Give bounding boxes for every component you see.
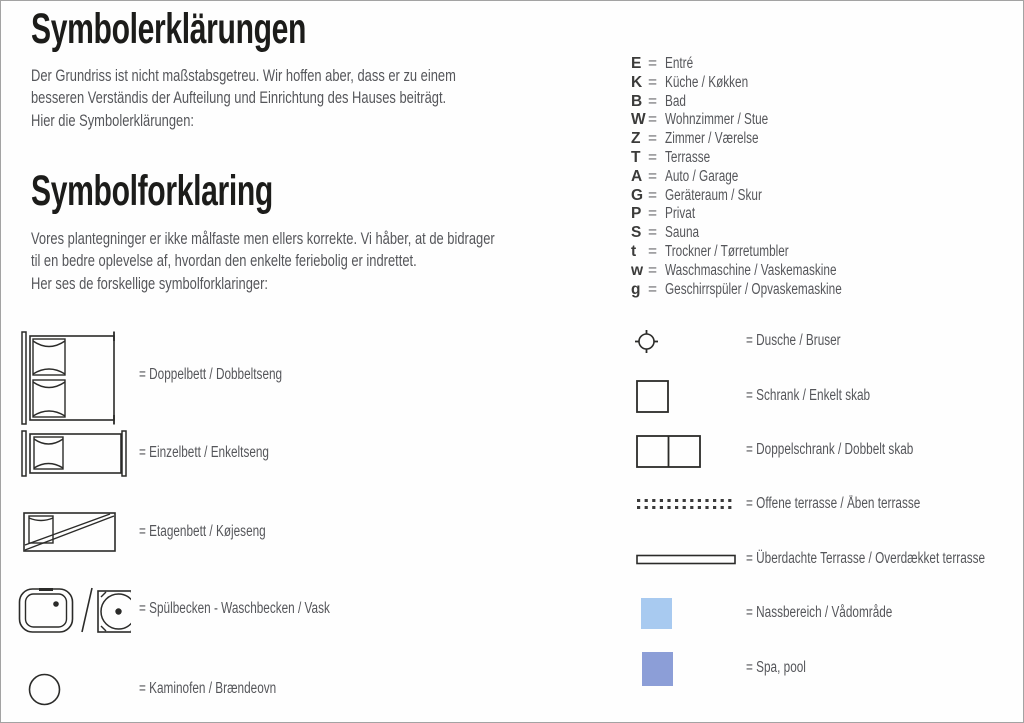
double-bed-label: = Doppelbett / Dobbeltseng <box>139 366 283 383</box>
danish-paragraph <box>31 228 641 295</box>
equals-sign: = <box>648 111 658 129</box>
covered-terrace-label: = Überdachte Terrasse / Overdækket terrasse <box>746 550 986 567</box>
abbreviation-value: Waschmaschine / Vaskemaskine <box>665 261 837 279</box>
abbreviation-row <box>631 187 898 206</box>
equals-sign: = <box>648 186 658 204</box>
equals-sign: = <box>648 280 658 298</box>
abbreviation-row <box>631 262 898 281</box>
open-terrace-label: = Offene terrasse / Åben terrasse <box>746 495 921 512</box>
german-paragraph-line: Der Grundriss ist nicht maßstabsgetreu. Wir hoffen aber, dass er zu einem <box>31 66 456 85</box>
abbreviation-value: Geschirrspüler / Opvaskemaskine <box>665 280 842 298</box>
abbreviation-value: Auto / Garage <box>665 167 739 185</box>
equals-sign: = <box>648 130 658 148</box>
shower-icon <box>634 329 659 354</box>
open-terrace-icon <box>636 497 734 511</box>
equals-sign: = <box>648 205 658 223</box>
spa-pool-icon <box>642 652 673 686</box>
equals-sign: = <box>648 73 658 91</box>
abbreviation-key: t <box>631 242 637 260</box>
abbreviation-value: Terrasse <box>665 148 711 166</box>
equals-sign: = <box>648 224 658 242</box>
double-closet-label: = Doppelschrank / Dobbelt skab <box>746 441 914 458</box>
single-closet-label: = Schrank / Enkelt skab <box>746 387 871 404</box>
equals-sign: = <box>648 167 658 185</box>
wood-stove-label: = Kaminofen / Brændeovn <box>139 680 277 697</box>
abbreviation-row <box>631 93 898 112</box>
abbreviation-key: W <box>631 111 646 129</box>
abbreviation-value: Entré <box>665 55 694 72</box>
abbreviation-value: Küche / Køkken <box>665 73 749 91</box>
abbreviation-row <box>631 74 898 93</box>
german-paragraph <box>31 65 590 132</box>
german-paragraph-line: besseren Verständis der Aufteilung und Einrichtung des Hauses beiträgt. <box>31 88 447 108</box>
abbreviation-value: Geräteraum / Skur <box>665 186 762 204</box>
abbreviation-key: K <box>631 73 643 91</box>
danish-paragraph-line: til en bedre oplevelse af, hvordan den enkelte feriebolig er indrettet. <box>31 251 417 271</box>
abbreviation-key: Z <box>631 130 641 148</box>
abbreviation-key: G <box>631 186 644 204</box>
wet-area-label: = Nassbereich / Vådområde <box>746 604 893 621</box>
double-bed-icon <box>21 331 118 425</box>
abbreviation-value: Wohnzimmer / Stue <box>665 111 769 129</box>
abbreviation-row <box>631 168 898 187</box>
abbreviation-row <box>631 111 898 130</box>
danish-paragraph-line: Her ses de forskellige symbolforklaringer: <box>31 273 268 293</box>
danish-title: Symbolforklaring <box>31 167 273 215</box>
abbreviation-value: Sauna <box>665 224 700 242</box>
abbreviation-row <box>631 149 898 168</box>
abbreviation-list <box>631 55 898 299</box>
abbreviation-value: Zimmer / Værelse <box>665 130 759 148</box>
spa-pool-label: = Spa, pool <box>746 659 806 676</box>
wood-stove-icon <box>28 673 61 706</box>
abbreviation-value: Bad <box>665 92 686 110</box>
abbreviation-row <box>631 243 898 262</box>
single-bed-label: = Einzelbett / Enkeltseng <box>139 444 269 461</box>
equals-sign: = <box>648 148 658 166</box>
abbreviation-value: Privat <box>665 205 696 223</box>
abbreviation-key: w <box>631 261 644 279</box>
abbreviation-key: T <box>631 148 641 166</box>
equals-sign: = <box>648 92 658 110</box>
abbreviation-row <box>631 205 898 224</box>
single-closet-icon <box>636 380 669 413</box>
single-bed-icon <box>21 430 128 477</box>
abbreviation-key: S <box>631 224 642 242</box>
sink-washbasin-icon <box>18 584 131 636</box>
shower-label: = Dusche / Bruser <box>746 332 841 349</box>
danish-paragraph-line: Vores plantegninger er ikke målfaste men ellers korrekte. Vi håber, at de bidrager <box>31 229 495 248</box>
equals-sign: = <box>648 242 658 260</box>
abbreviation-key: B <box>631 92 643 110</box>
abbreviation-key: A <box>631 167 643 185</box>
covered-terrace-icon <box>636 554 736 565</box>
bunk-bed-icon <box>23 512 116 553</box>
abbreviation-row <box>631 281 898 300</box>
wet-area-icon <box>641 598 672 629</box>
german-paragraph-line: Hier die Symbolerklärungen: <box>31 110 195 130</box>
abbreviation-row <box>631 130 898 149</box>
bunk-bed-label: = Etagenbett / Køjeseng <box>139 523 266 540</box>
double-closet-icon <box>636 435 701 468</box>
equals-sign: = <box>648 55 658 72</box>
equals-sign: = <box>648 261 658 279</box>
abbreviation-key: E <box>631 55 642 72</box>
abbreviation-row <box>631 224 898 243</box>
abbreviation-key: g <box>631 280 641 298</box>
sink-washbasin-label: = Spülbecken - Waschbecken / Vask <box>139 600 330 617</box>
german-title: Symbolerklärungen <box>31 5 307 53</box>
abbreviation-key: P <box>631 205 642 223</box>
abbreviation-row <box>631 55 898 74</box>
abbreviation-value: Trockner / Tørretumbler <box>665 242 789 260</box>
